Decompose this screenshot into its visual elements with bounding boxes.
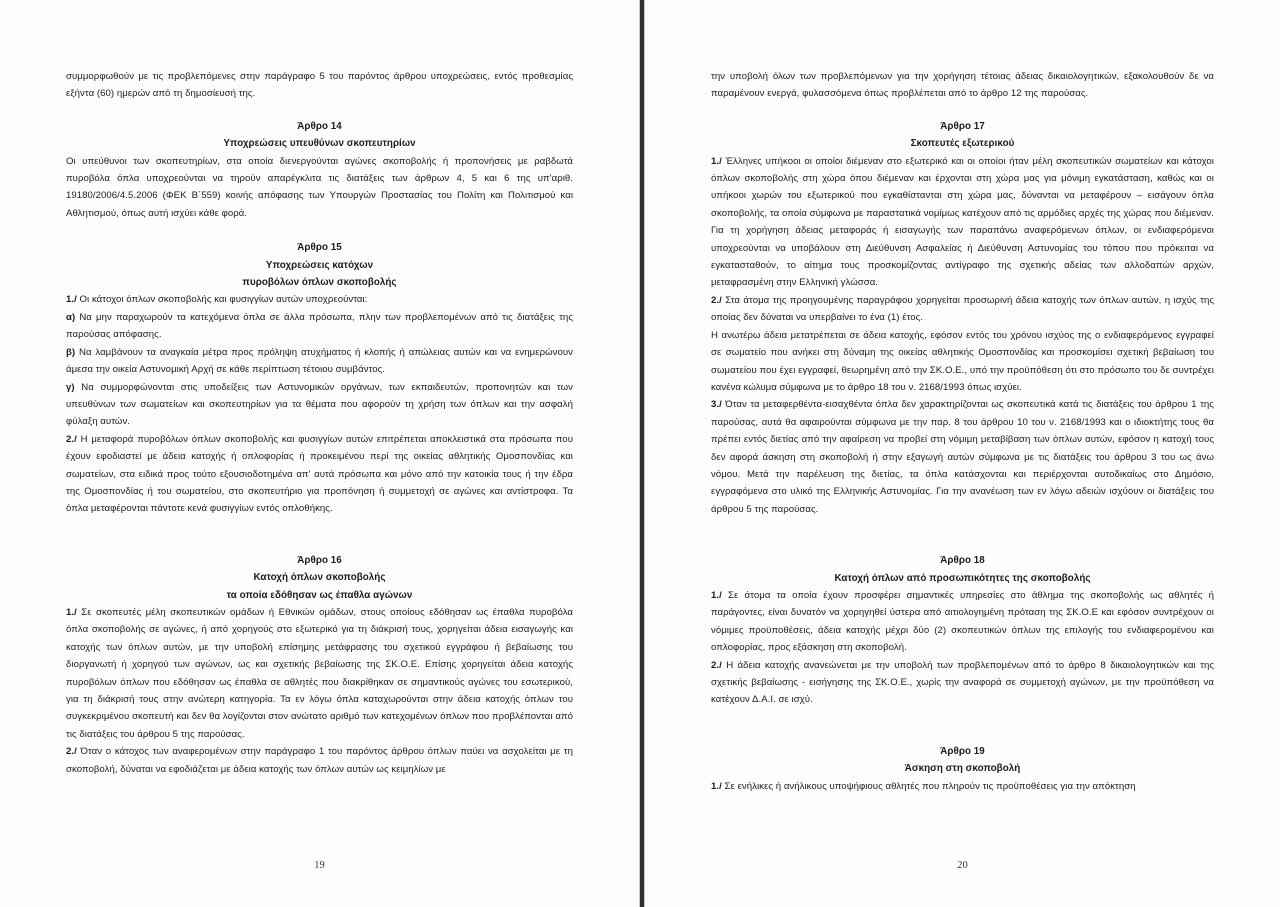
paragraph-marker: 2./ bbox=[711, 294, 722, 306]
article-15-title-line1: Υποχρεώσεις κατόχων bbox=[265, 259, 374, 271]
paragraph-text: Σε σκοπευτές μέλη σκοπευτικών ομάδων ή Εθνικών ομάδων, στους οποίους εδόθησαν ως έπαθλα πυροβόλα όπλα σκοποβολής σε αγώνες, ή από χορηγούς στο εξωτερικό για τη διάκρισή τους, χορηγείται άδεια εισαγωγής και κατοχής των όπλων αυτών, με την υποβολή επίσημης μετάφρασης του σχετικού εγγράφου ή βεβαίωσης του διοργανωτή ή χορηγού των αγώνων, ως και σχετικής βεβαίωσης της ΣΚ.Ο.Ε. Επίσης χορηγείται άδεια κατοχής πυροβόλων όπλων που εδόθησαν ως έπαθλα σε αθλητές που διακρίθηκαν σε σημαντικούς αγώνες του εσωτερικού, για τη διάκρισή τους στην ανώτερη κατηγορία. Τα εν λόγω όπλα καταχωρούνται στην άδεια κατοχής όπλων του συγκεκριμένου σκοπευτή και δεν θα λογίζονται στον ανώτατο αριθμό των κατεχομένων όπλων που προβλέπονται από τις διατάξεις του άρθρου 5 της παρούσας. bbox=[66, 606, 573, 740]
item-marker: α) bbox=[66, 311, 76, 323]
paragraph-marker: 1./ bbox=[66, 294, 77, 306]
article-15-item-c bbox=[66, 379, 573, 431]
paragraph-marker: 3./ bbox=[711, 399, 722, 411]
article-19-paragraph-1 bbox=[711, 778, 1214, 795]
article-14-number: Άρθρο 14 bbox=[297, 120, 342, 132]
item-marker: β) bbox=[66, 346, 76, 358]
paragraph-marker: 1./ bbox=[711, 155, 722, 167]
article-18-number: Άρθρο 18 bbox=[940, 555, 985, 567]
article-16-number: Άρθρο 16 bbox=[297, 554, 342, 566]
article-17-paragraph-1 bbox=[711, 153, 1214, 223]
article-15-number: Άρθρο 15 bbox=[297, 242, 342, 254]
article-15-item-a bbox=[66, 309, 573, 344]
paragraph-marker: 1./ bbox=[66, 606, 77, 618]
article-17-paragraph-3 bbox=[711, 396, 1214, 518]
item-text: Να μην παραχωρούν τα κατεχόμενα όπλα σε άλλα πρόσωπα, πλην των προβλεπομένων από τις διατάξεις της παρούσας απόφασης. bbox=[66, 311, 573, 341]
page-number: 19 bbox=[314, 860, 325, 871]
article-17-paragraph-2 bbox=[711, 292, 1214, 327]
paragraph-text: Σε ενήλικες ή ανήλικους υποψήφιους αθλητές που πληρούν τις προϋποθέσεις για την απόκτηση bbox=[721, 780, 1136, 792]
paragraph-marker: 2./ bbox=[66, 433, 77, 445]
article-16-paragraph-2 bbox=[66, 743, 573, 778]
paragraph-text: Η μεταφορά πυροβόλων όπλων σκοποβολής και φυσιγγίων αυτών επιτρέπεται αποκλειστικά στα πρόσωπα που έχουν εφοδιαστεί με άδεια κατοχής ή οπλοφορίας ή προκειμένου περί της οικείας αθλητικής Ομοσπονδίας και σωματείων, στα ειδικά προς τούτο εξουσιοδοτημένα απ' αυτά πρόσωπα και μόνο από την κατοικία τους ή την έδρα της Ομοσπονδίας ή του σωματείου, στο σκοπευτήριο για προπόνηση ή συμμετοχή σε αγώνες και αντίστροφα. Τα όπλα μεταφέρονται πάντοτε κενά φυσιγγίων εντός οπλοθήκης. bbox=[66, 433, 573, 515]
page-number: 20 bbox=[957, 860, 968, 871]
item-text: Να λαμβάνουν τα αναγκαία μέτρα προς πρόληψη ατυχήματος ή κλοπής ή απώλειας αυτών και να ενημερώνουν άμεσα την οικεία Αστυνομική Αρχή σε κάθε περίπτωση τέτοιου συμβάντος. bbox=[66, 346, 573, 376]
article-15-item-b bbox=[66, 344, 573, 379]
article-15-paragraph-1 bbox=[66, 291, 573, 308]
item-marker: γ) bbox=[66, 381, 75, 393]
article-15-paragraph-2 bbox=[66, 431, 573, 518]
paragraph-text: Η άδεια κατοχής ανανεώνεται με την υποβολή των προβλεπομένων από το άρθρο 8 δικαιολογητικών και της σχετικής βεβαίωσης - εισήγησης της ΣΚ.Ο.Ε., χωρίς την αναφορά σε συμμετοχή αγώνων, με την προϋπόθεση να κατέχουν Δ.Α.Ι. σε ισχύ. bbox=[711, 659, 1214, 706]
paragraph-marker: 1./ bbox=[711, 780, 722, 792]
paragraph-marker: 2./ bbox=[711, 659, 722, 671]
paragraph-marker: 1./ bbox=[711, 589, 722, 601]
article-15-title-line2: πυροβόλων όπλων σκοποβολής bbox=[242, 277, 397, 289]
article-14-paragraph: Οι υπεύθυνοι των σκοπευτηρίων, στα οποία διενεργούνται αγώνες σκοποβολής ή προπονήσεις με ραβδωτά πυροβόλα όπλα υποχρεούνται να τηρούν απαρέγκλιτα τις διατάξεις των άρθρων 4, 5 και 6 της υπ'αριθ. 19180/2006/4.5.2006 (ΦΕΚ Β΄559) κοινής απόφασης των Υπουργών Προστασίας του Πολίτη και Πολιτισμού και Αθλητισμού, όπως αυτή ισχύει κάθε φορά. bbox=[66, 155, 573, 219]
intro-paragraph: την υποβολή όλων των προβλεπόμενων για την χορήγηση τέτοιας άδειας δικαιολογητικών, εξακολουθούν δε να παραμένουν ενεργά, φυλασσόμενα όπως προβλέπεται από το άρθρο 12 της παρούσας. bbox=[711, 71, 1214, 100]
article-18-paragraph-1 bbox=[711, 587, 1214, 657]
article-17-paragraph-2b: Η ανωτέρω άδεια μετατρέπεται σε άδεια κατοχής, εφόσον εντός του χρόνου ισχύος της ο ενδιαφερόμενος εγγραφεί σε σωματείο που ανήκει στη δύναμη της οικείας αθλητικής Ομοσπονδίας και προσκομίσει σχετική βεβαίωση του σωματείου που έχει εγγραφεί, θεωρημένη από την ΣΚ.Ο.Ε., υπό την προϋπόθεση ότι στο πρόσωπο του δε συντρέχει κανένα κώλυμα σύμφωνα με το άρθρο 18 του ν. 2168/1993 όπως ισχύει. bbox=[711, 329, 1214, 393]
article-18-title: Κατοχή όπλων από προσωπικότητες της σκοποβολής bbox=[834, 572, 1091, 584]
article-16-title-line1: Κατοχή όπλων σκοποβολής bbox=[253, 572, 386, 584]
article-17-number: Άρθρο 17 bbox=[940, 120, 985, 132]
article-16-title-line2: τα οποία εδόθησαν ως έπαθλα αγώνων bbox=[226, 589, 413, 601]
paragraph-text: Σε άτομα τα οποία έχουν προσφέρει σημαντικές υπηρεσίες στο άθλημα της σκοποβολής ως αθλητές ή παράγοντες, είναι δυνατόν να χορηγηθεί ύστερα από αιτιολογημένη πρόταση της ΣΚ.Ο.Ε και εφόσον συντρέχουν οι νόμιμες προϋποθέσεις, άδεια κατοχής μέχρι δύο (2) σκοπευτικών όπλων της επιλογής του ενδιαφερομένου και οπλοφορίας, προς εξάσκηση στη σκοποβολή. bbox=[711, 589, 1214, 654]
article-16-paragraph-1 bbox=[66, 604, 573, 743]
paragraph-text: Οι κάτοχοι όπλων σκοποβολής και φυσιγγίων αυτών υποχρεούνται: bbox=[76, 294, 368, 306]
article-18-paragraph-2 bbox=[711, 657, 1214, 709]
intro-paragraph: συμμορφωθούν με τις προβλεπόμενες στην παράγραφο 5 του παρόντος άρθρου υποχρεώσεις, εντός προθεσμίας εξήντα (60) ημερών από τη δημοσίευσή της. bbox=[66, 71, 573, 100]
paragraph-text: Στα άτομα της προηγουμένης παραγράφου χορηγείται προσωρινή άδεια κατοχής των όπλων αυτών, η ισχύς της οποίας δεν δύναται να υπερβαίνει το ένα (1) έτος. bbox=[711, 294, 1214, 324]
paragraph-text: Όταν ο κάτοχος των αναφερομένων στην παράγραφο 1 του παρόντος άρθρου όπλων παύει να ασχολείται με τη σκοποβολή, δύναται να εφοδιάζεται με άδεια κατοχής των όπλων αυτών ως κειμηλίων με bbox=[66, 746, 573, 775]
article-17-title: Σκοπευτές εξωτερικού bbox=[910, 138, 1015, 150]
paragraph-text: Όταν τα μεταφερθέντα-εισαχθέντα όπλα δεν χαρακτηρίζονται ως σκοπευτικά κατά τις διατάξεις του άρθρου 1 της παρούσας, αυτά θα αφαιρούνται σύμφωνα με την παρ. 8 του άρθρου 10 του ν. 2168/1993 και ο ιδιοκτήτης τους θα πρέπει εντός διετίας από την αφαίρεση να προβεί στη νόμιμη μεταβίβαση των όπλων αυτών, εφόσον η κατοχή τους δεν αφορά άσκηση στη σκοποβολή ή στην εξαγωγή αυτών σύμφωνα με τις διατάξεις του άρθρου 3 του ως άνω νόμου. Μετά την παρέλευση της διετίας, τα όπλα κατάσχονται και περιέρχονται αυτοδικαίως στο Δημόσιο, εγγραφόμενα στο υλικό της Ελληνικής Αστυνομίας. Για την ανανέωση των εν λόγω αδειών ισχύουν οι διατάξεις του άρθρου 5 της παρούσας. bbox=[711, 399, 1214, 515]
article-17-paragraph-1b: Για τη χορήγηση άδειας μεταφοράς ή εισαγωγής των παραπάνω αναφερόμενων όπλων, οι ενδιαφερόμενοι υποχρεούνται να υποβάλουν στη Διεύθυνση Ασφαλείας ή Διεύθυνση Αστυνομίας του τόπου που πρόκειται να εγκατασταθούν, το αίτημα τους προσκομίζοντας αντίγραφο της σχετικής αδείας των αλλοδαπών αρχών, μεταφρασμένη στην Ελληνική γλώσσα. bbox=[711, 225, 1214, 289]
paragraph-marker: 2./ bbox=[66, 746, 77, 758]
article-19-title: Άσκηση στη σκοποβολή bbox=[904, 763, 1021, 775]
article-19-number: Άρθρο 19 bbox=[940, 745, 985, 757]
paragraph-text: Έλληνες υπήκοοι οι οποίοι διέμεναν στο εξωτερικό και οι οποίοι ήταν μέλη σκοπευτικών σωματείων και κάτοχοι όπλων σκοποβολής στη χώρα όπου διέμεναν και έρχονται στη χώρα μας για μόνιμη εγκατάσταση, καθώς και οι υπήκοοι χωρών του εξωτερικού που εγκαθίστανται στη χώρα μας, δύνανται να μεταφέρουν – εισάγουν όπλα σκοποβολής, τα οποία σύμφωνα με παραστατικά νομίμως κατέχουν από τις αρμόδιες αρχές της χώρας που διέμεναν. bbox=[711, 155, 1214, 219]
article-14-title: Υποχρεώσεις υπευθύνων σκοπευτηρίων bbox=[223, 138, 416, 150]
page-20 bbox=[644, 0, 1280, 907]
item-text: Να συμμορφώνονται στις υποδείξεις των Αστυνομικών οργάνων, των εκπαιδευτών, προπονητών και των υπευθύνων των σωματείων και σκοπευτηρίων για τα θέματα που αφορούν τη χρήση των όπλων και την ασφαλή φύλαξη αυτών. bbox=[66, 381, 573, 428]
